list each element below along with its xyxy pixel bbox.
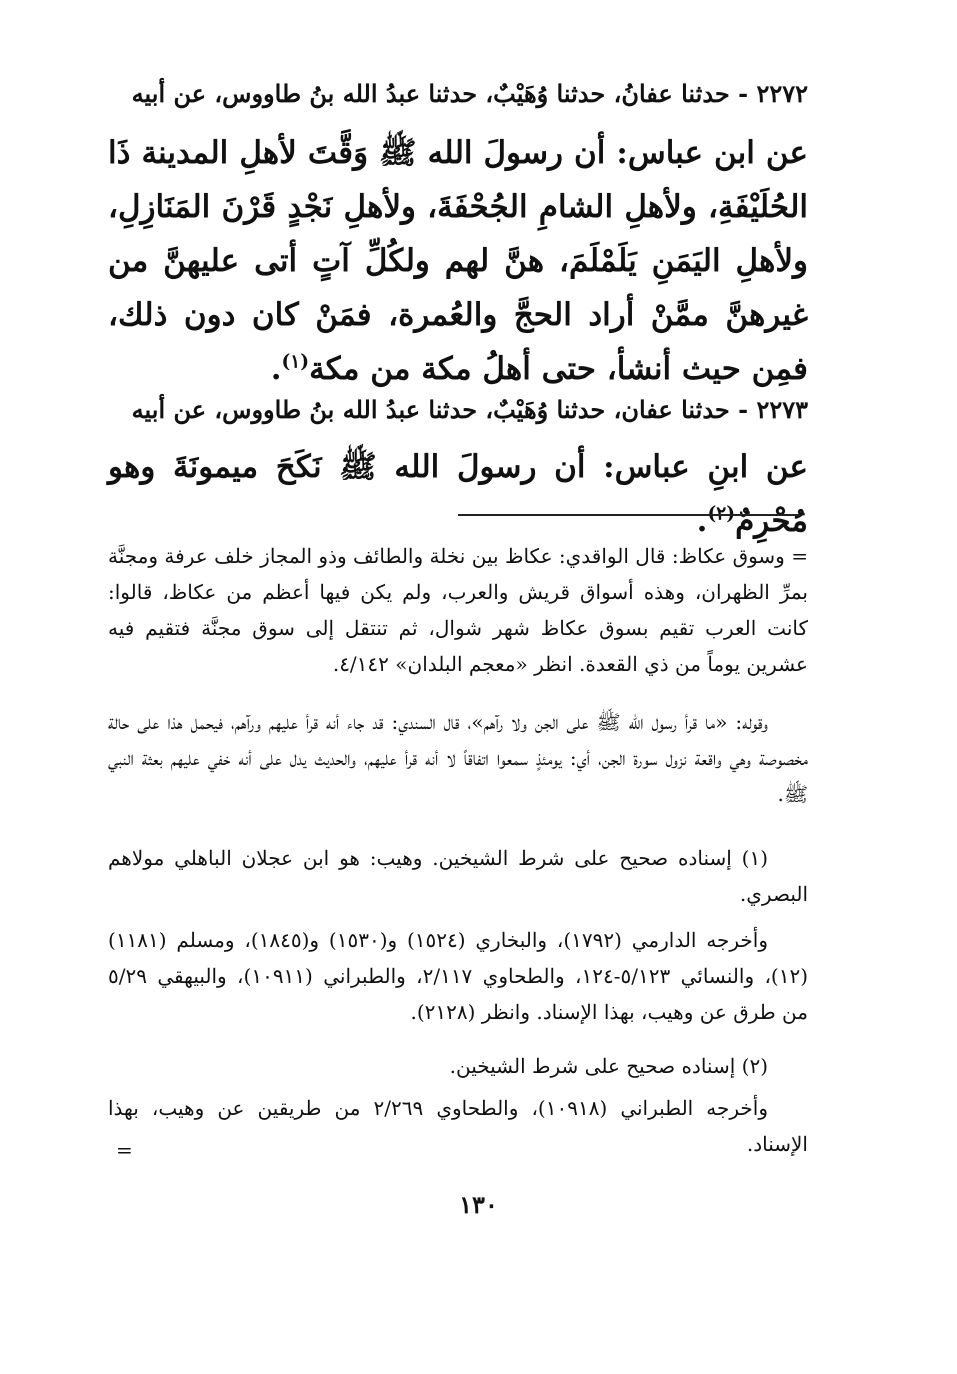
page-number: ١٣٠ xyxy=(459,1190,498,1219)
hadith-2273-dash: - xyxy=(729,395,749,424)
hadith-2272-period: . xyxy=(270,351,282,387)
footnote-continuation-2: وقوله: «ما قرأ رسول الله ﷺ على الجن ولا رآهم»، قال السندي: قد جاء أنه قرأ عليهم ورآهم، فيحمل هذا على حالة مخصوصة وهي واقعة نزول سورة الجن، أي: يومئذٍ سمعوا اتفاقاً لا أنه قرأ عليهم، والحديث يدل على أنه خفي عليهم بعثة النبي ﷺ. xyxy=(108,710,808,806)
hadith-2273-number: ٢٢٧٣ xyxy=(756,395,808,424)
hadith-2272-matn: عن ابن عباس: أن رسولَ الله ﷺ وَقَّتَ لأهلِ المدينة ذَا الحُلَيْفَةِ، ولأهلِ الشامِ الجُحْفَةَ، ولأهلِ نَجْدٍ قَرْنَ المَنَازِلِ، ولأهلِ اليَمَنِ يَلَمْلَمَ، هنَّ لهم ولكُلِّ آتٍ أتى عليهنَّ من غيرهنَّ ممَّنْ أراد الحجَّ والعُمرة، فمَنْ كان دون ذلك، فمِن حيث أنشأ، حتى أهلُ مكة من مكة xyxy=(108,135,808,387)
hadith-2272-chain xyxy=(108,76,808,112)
hadith-2273-period: . xyxy=(696,503,708,539)
footnote-continuation-1: = وسوق عكاظ: قال الواقدي: عكاظ بين نخلة والطائف وذو المجاز خلف عرفة ومجنَّة بمرِّ الظهران، وهذه أسواق قريش والعرب، ولم يكن فيها أعظم من عكاظ، قالوا: كانت العرب تقيم بسوق عكاظ شهر شوال، ثم تنتقل إلى سوق مجنَّة فتقيم فيه عشرين يوماً من ذي القعدة. انظر «معجم البلدان» ٤/١٤٢. xyxy=(108,544,808,676)
hadith-2272-text xyxy=(108,126,808,396)
hadith-2273-text xyxy=(108,440,808,548)
hadith-2272-dash: - xyxy=(729,79,749,108)
hadith-2273-chain-text: حدثنا عفان، حدثنا وُهَيْبٌ، حدثنا عبدُ الله بنُ طاووس، عن أبيه xyxy=(131,395,730,424)
footnote-separator xyxy=(458,514,800,516)
footnote-1-sources: وأخرجه الدارمي (١٧٩٢)، والبخاري (١٥٢٤) و(١٥٣٠) و(١٨٤٥)، ومسلم (١١٨١) (١٢)، والنسائي ٥/١٢٣-١٢٤، والطحاوي ٢/١١٧، والطبراني (١٠٩١١)، والبيهقي ٥/٢٩ من طرق عن وهيب، بهذا الإسناد. وانظر (٢١٢٨). xyxy=(108,928,809,1024)
hadith-2273-matn: عن ابنِ عباس: أن رسولَ الله ﷺ نَكَحَ ميمونَةَ وهو مُحْرِمٌ xyxy=(108,449,808,539)
continues-mark: = xyxy=(116,1138,133,1162)
hadith-2272-note-ref: (١) xyxy=(281,351,310,373)
hadith-2273-chain xyxy=(108,392,808,428)
footnote-1-grading: (١) إسناده صحيح على شرط الشيخين. وهيب: هو ابن عجلان الباهلي مولاهم البصري. xyxy=(108,846,808,906)
hadith-2273-note-ref: (٢) xyxy=(707,503,736,525)
hadith-2272-chain-text: حدثنا عفانُ، حدثنا وُهَيْبٌ، حدثنا عبدُ الله بنُ طاووس، عن أبيه xyxy=(131,79,730,108)
hadith-2272-number: ٢٢٧٢ xyxy=(756,79,808,108)
footnote-2-grading: (٢) إسناده صحيح على شرط الشيخين. xyxy=(449,1054,768,1078)
footnote-2-sources: وأخرجه الطبراني (١٠٩١٨)، والطحاوي ٢/٢٦٩ من طريقين عن وهيب، بهذا الإسناد. xyxy=(108,1096,808,1156)
